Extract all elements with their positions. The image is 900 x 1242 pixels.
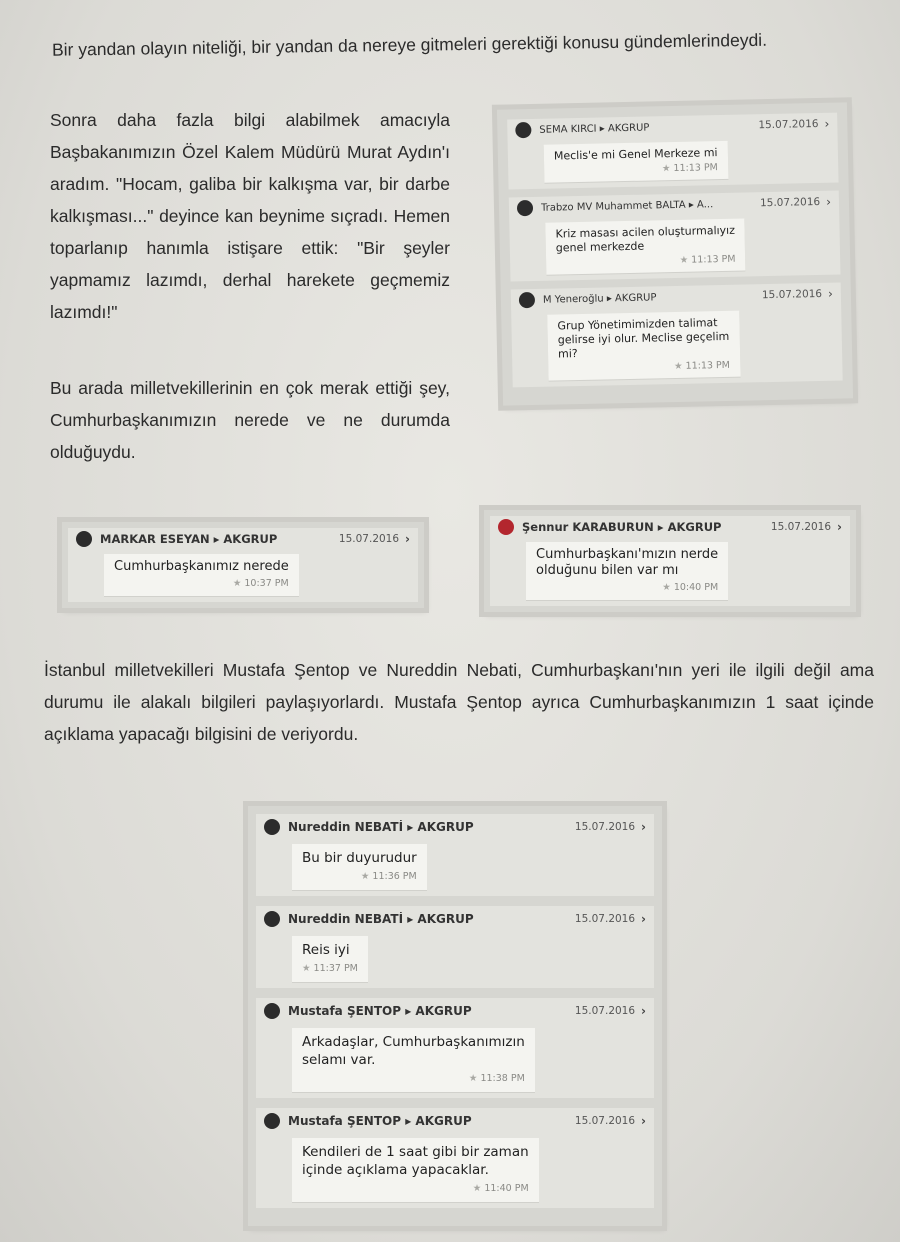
sender-name: MARKAR ESEYAN ▸ AKGRUP (100, 532, 278, 546)
avatar-icon (517, 200, 533, 216)
message-date: 15.07.2016 (758, 117, 819, 132)
message-header (256, 1108, 654, 1134)
chevron-right-icon: › (641, 912, 646, 926)
chevron-right-icon: › (824, 116, 830, 131)
message-header (68, 528, 418, 550)
message-text: Cumhurbaşkanımız nerede (114, 559, 289, 574)
message-header (256, 998, 654, 1024)
paragraph-phone-call: Sonra daha fazla bilgi alabilmek amacıyla Başbakanımızın Özel Kalem Müdürü Murat Aydın'ı aradım. "Hocam, galiba bir kalkışma var, bir darbe kalkışması..." deyince kan beynime sıçradı. Hemen toparlanıp hanımla istişare ettik: "Bir şeyler yapmamız lazımdı, derhal harekete geçmemiz lazımdı!" (50, 110, 450, 322)
message-date: 15.07.2016 (770, 521, 832, 533)
sender-name: SEMA KIRCI ▸ AKGRUP (539, 122, 650, 136)
message-time: ★ 10:37 PM (114, 576, 289, 592)
avatar-icon (264, 1003, 280, 1019)
message-bubble (104, 554, 299, 596)
message-time: ★ 11:13 PM (558, 359, 730, 377)
message-header (256, 906, 654, 932)
chat-message (507, 113, 838, 190)
message-time: ★ 11:13 PM (556, 253, 736, 271)
message-header (511, 283, 841, 312)
message-time: ★ 11:38 PM (302, 1070, 525, 1088)
message-text: Cumhurbaşkanı'mızın nerde olduğunu bilen var mı (536, 547, 719, 578)
message-bubble (292, 1028, 535, 1092)
chat-screenshot-group-decision (497, 102, 853, 405)
avatar-icon (519, 292, 535, 308)
message-time: ★ 11:36 PM (302, 868, 417, 886)
chat-message (256, 1108, 654, 1208)
message-text: Arkadaşlar, Cumhurbaşkanımızın selamı var. (302, 1034, 525, 1068)
message-text: Kendileri de 1 saat gibi bir zaman içinde açıklama yapacaklar. (302, 1144, 529, 1178)
chat-message (68, 528, 418, 602)
message-time: ★ 10:40 PM (536, 580, 718, 596)
message-bubble (526, 542, 728, 600)
message-header (256, 814, 654, 840)
chevron-right-icon: › (641, 1004, 646, 1018)
chat-message (256, 906, 654, 988)
sender-name: Mustafa ŞENTOP ▸ AKGRUP (288, 1004, 472, 1018)
message-date: 15.07.2016 (574, 1115, 636, 1127)
message-header (509, 191, 839, 220)
avatar-icon (264, 1113, 280, 1129)
message-header (490, 516, 850, 538)
message-date: 15.07.2016 (759, 195, 821, 210)
avatar-icon (498, 519, 514, 535)
chat-message (511, 283, 843, 388)
avatar-icon (264, 911, 280, 927)
message-bubble (292, 844, 427, 890)
avatar-icon (76, 531, 92, 547)
sender-name: Mustafa ŞENTOP ▸ AKGRUP (288, 1114, 472, 1128)
chevron-right-icon: › (641, 1114, 646, 1128)
message-text: Reis iyi (302, 942, 350, 958)
chevron-right-icon: › (641, 820, 646, 834)
message-date: 15.07.2016 (574, 1005, 636, 1017)
sender-name: M Yeneroğlu ▸ AKGRUP (542, 291, 657, 306)
message-text: Meclis'e mi Genel Merkeze mi (553, 146, 718, 163)
chat-screenshot-statements (248, 806, 662, 1226)
avatar-icon (515, 122, 531, 138)
chat-message (490, 516, 850, 606)
message-bubble (544, 141, 728, 183)
paragraph-curiosity: Bu arada milletvekillerinin en çok merak ettiği şey, Cumhurbaşkanımızın nerede ve ne durumda olduğuydu. (50, 378, 450, 462)
sender-name: Şennur KARABURUN ▸ AKGRUP (522, 520, 722, 534)
chevron-right-icon: › (837, 520, 842, 534)
message-bubble (545, 219, 745, 275)
message-text: Bu bir duyurudur (302, 850, 417, 866)
message-date: 15.07.2016 (338, 533, 400, 545)
message-bubble (547, 311, 740, 381)
sender-name: Nureddin NEBATİ ▸ AKGRUP (288, 912, 474, 926)
message-text: Kriz masası acilen oluşturmalıyız genel merkezde (555, 223, 736, 255)
message-date: 15.07.2016 (574, 913, 636, 925)
message-time: ★ 11:40 PM (302, 1180, 529, 1198)
chevron-right-icon: › (827, 286, 834, 301)
message-bubble (292, 936, 368, 982)
message-date: 15.07.2016 (761, 287, 823, 302)
message-bubble (292, 1138, 539, 1202)
message-text: Grup Yönetimimizden talimat gelirse iyi olur. Meclise geçelim mi? (557, 316, 730, 361)
avatar-icon (264, 819, 280, 835)
chat-message (509, 191, 841, 282)
sender-name: Trabzo MV Muhammet BALTA ▸ A... (540, 198, 714, 214)
paragraph-istanbul-mps: İstanbul milletvekilleri Mustafa Şentop ve Nureddin Nebati, Cumhurbaşkanı'nın yeri ile ilgili değil ama durumu ile alakalı bilgileri paylaşıyorlardı. Mustafa Şentop ayrıca Cumhurbaşkanımızın 1 saat içinde açıklama yapacağı bilgisini de veriyordu. (44, 660, 874, 744)
chat-message (256, 998, 654, 1098)
chat-screenshot-karaburun (484, 510, 856, 612)
chat-screenshot-eseyan (62, 522, 424, 608)
chevron-right-icon: › (405, 532, 410, 546)
chevron-right-icon: › (825, 194, 832, 209)
message-time: ★ 11:13 PM (554, 161, 718, 178)
paragraph-intro: Bir yandan olayın niteliği, bir yandan da nereye gitmeleri gerektiği konusu gündemlerindeydi. (51, 29, 768, 60)
message-time: ★ 11:37 PM (302, 960, 358, 978)
sender-name: Nureddin NEBATİ ▸ AKGRUP (288, 820, 474, 834)
chat-message (256, 814, 654, 896)
message-header (507, 113, 837, 142)
message-date: 15.07.2016 (574, 821, 636, 833)
